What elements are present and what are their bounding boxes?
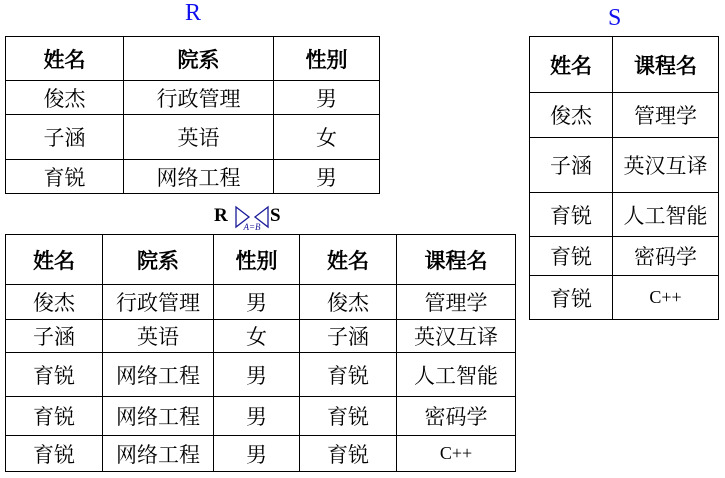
table-cell: 管理学 xyxy=(613,93,719,138)
header-row xyxy=(6,37,380,81)
table-cell: 育锐 xyxy=(530,276,613,320)
table-row xyxy=(6,436,516,472)
table-cell: 育锐 xyxy=(300,397,397,436)
column-header: 性别 xyxy=(214,235,300,285)
table-cell: 行政管理 xyxy=(124,81,274,115)
relation-s-body xyxy=(530,37,719,320)
table-row xyxy=(6,81,380,115)
relation-s-title: S xyxy=(608,5,622,31)
relation-r-title: R xyxy=(185,0,202,26)
table-cell: 女 xyxy=(274,115,380,160)
column-header: 院系 xyxy=(124,37,274,81)
table-cell: C++ xyxy=(613,276,719,320)
table-cell: 网络工程 xyxy=(124,160,274,194)
table-cell: 俊杰 xyxy=(300,285,397,320)
table-cell: 育锐 xyxy=(6,160,124,194)
table-row xyxy=(530,138,719,193)
table-row xyxy=(530,276,719,320)
join-result-body xyxy=(6,235,516,472)
table-row xyxy=(530,93,719,138)
table-cell: 网络工程 xyxy=(103,436,214,472)
column-header: 课程名 xyxy=(613,37,719,93)
table-cell: 男 xyxy=(274,160,380,194)
table-cell: 人工智能 xyxy=(613,193,719,237)
table-cell: C++ xyxy=(397,436,516,472)
join-left-relation: R xyxy=(214,205,228,226)
table-cell: 育锐 xyxy=(300,436,397,472)
relation-r-body xyxy=(6,37,380,194)
table-cell: 人工智能 xyxy=(397,353,516,397)
table-cell: 密码学 xyxy=(613,237,719,276)
table-row xyxy=(6,160,380,194)
table-cell: 男 xyxy=(214,353,300,397)
column-header: 姓名 xyxy=(530,37,613,93)
table-cell: 俊杰 xyxy=(6,81,124,115)
column-header: 性别 xyxy=(274,37,380,81)
table-row xyxy=(6,285,516,320)
table-cell: 俊杰 xyxy=(6,285,103,320)
join-result-table xyxy=(5,234,516,472)
table-cell: 管理学 xyxy=(397,285,516,320)
relation-s-table xyxy=(529,36,719,320)
table-cell: 男 xyxy=(214,285,300,320)
table-row xyxy=(530,237,719,276)
table-cell: 男 xyxy=(214,397,300,436)
column-header: 姓名 xyxy=(6,37,124,81)
table-cell: 英语 xyxy=(124,115,274,160)
table-cell: 英语 xyxy=(103,320,214,353)
column-header: 院系 xyxy=(103,235,214,285)
table-cell: 英汉互译 xyxy=(613,138,719,193)
table-cell: 育锐 xyxy=(6,353,103,397)
table-cell: 俊杰 xyxy=(530,93,613,138)
table-cell: 密码学 xyxy=(397,397,516,436)
column-header: 姓名 xyxy=(6,235,103,285)
table-cell: 育锐 xyxy=(6,397,103,436)
table-cell: 育锐 xyxy=(530,193,613,237)
table-cell: 子涵 xyxy=(530,138,613,193)
join-condition: A=B xyxy=(243,222,261,231)
table-cell: 育锐 xyxy=(530,237,613,276)
table-row xyxy=(6,320,516,353)
table-cell: 网络工程 xyxy=(103,353,214,397)
header-row xyxy=(6,235,516,285)
relation-r-table xyxy=(5,36,380,194)
natural-join-operator-icon xyxy=(234,203,270,231)
table-cell: 子涵 xyxy=(300,320,397,353)
table-cell: 行政管理 xyxy=(103,285,214,320)
table-cell: 育锐 xyxy=(300,353,397,397)
table-cell: 男 xyxy=(274,81,380,115)
join-right-relation: S xyxy=(270,205,281,226)
table-cell: 女 xyxy=(214,320,300,353)
table-cell: 网络工程 xyxy=(103,397,214,436)
table-cell: 子涵 xyxy=(6,115,124,160)
column-header: 课程名 xyxy=(397,235,516,285)
table-row xyxy=(6,115,380,160)
table-cell: 子涵 xyxy=(6,320,103,353)
column-header: 姓名 xyxy=(300,235,397,285)
table-cell: 男 xyxy=(214,436,300,472)
table-row xyxy=(6,353,516,397)
header-row xyxy=(530,37,719,93)
table-row xyxy=(530,193,719,237)
table-row xyxy=(6,397,516,436)
table-cell: 育锐 xyxy=(6,436,103,472)
table-cell: 英汉互译 xyxy=(397,320,516,353)
